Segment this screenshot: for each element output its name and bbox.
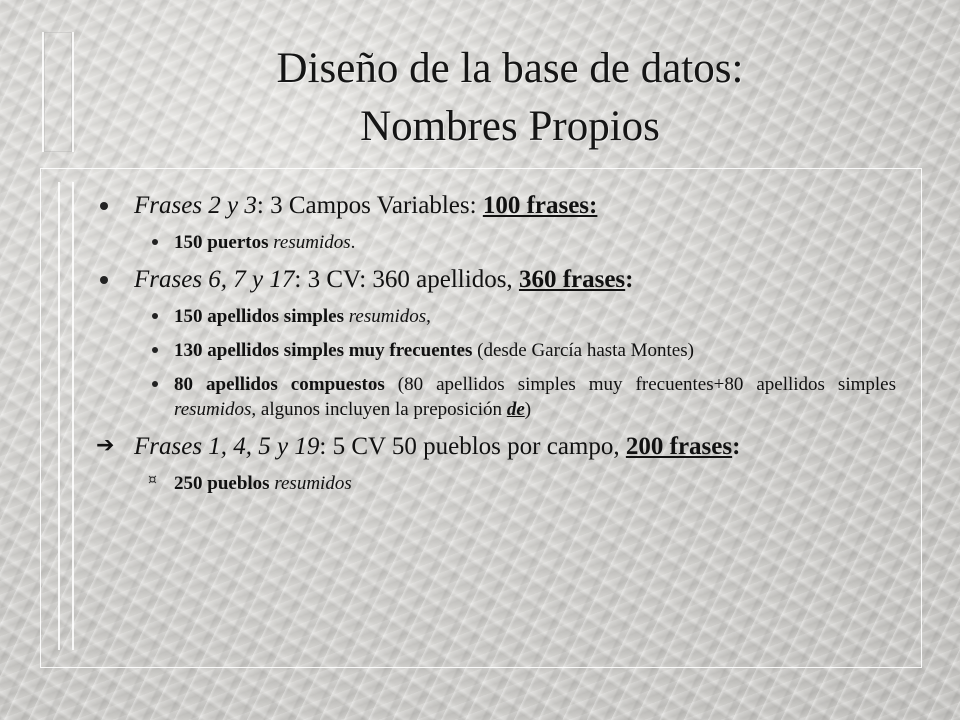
sub-item-puertos: 150 puertos resumidos. — [96, 230, 896, 255]
list-item-frases-2-3: Frases 2 y 3: 3 Campos Variables: 100 frases: — [96, 190, 896, 222]
bullet-dot-icon — [100, 202, 108, 210]
sub-item-pueblos: ¤ 250 pueblos resumidos — [148, 472, 352, 494]
bullet-dot-icon — [100, 276, 108, 284]
title-line-1: Diseño de la base de datos: — [276, 45, 744, 92]
bullet-dot-icon — [152, 347, 158, 353]
title-line-2: Nombres Propios — [360, 103, 660, 150]
bullet-list — [96, 190, 896, 505]
bullet-dot-icon — [152, 239, 158, 245]
sub-item-apellidos-frecuentes: 130 apellidos simples muy frecuentes (desde García hasta Montes) — [96, 338, 896, 363]
decorative-frame-left — [58, 182, 74, 650]
bullet-dot-icon — [152, 381, 158, 387]
list-item-frases-1-4-5-19: ➔ Frases 1, 4, 5 y 19: 5 CV 50 pueblos por campo, 200 frases: — [96, 433, 741, 460]
sub-item-apellidos-compuestos: 80 apellidos compuestos (80 apellidos simples muy frecuentes+80 apellidos simples resumidos, algunos incluyen la preposición de) — [96, 372, 896, 422]
currency-icon: ¤ — [148, 472, 157, 488]
slide-title — [0, 40, 960, 156]
list-item-frases-6-7-17: Frases 6, 7 y 17: 3 CV: 360 apellidos, 360 frases: — [96, 264, 896, 296]
bullet-dot-icon — [152, 313, 158, 319]
arrow-right-icon: ➔ — [96, 433, 115, 458]
sub-item-apellidos-simples: 150 apellidos simples resumidos, — [96, 304, 896, 329]
